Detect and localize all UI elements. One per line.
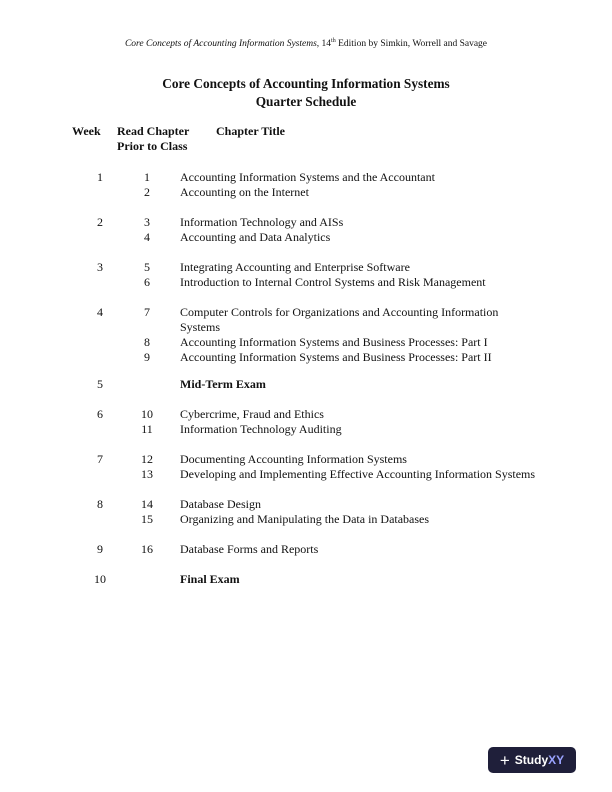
header-edition-sup: th bbox=[331, 38, 336, 44]
week-block bbox=[0, 542, 612, 557]
week-number: 10 bbox=[94, 572, 106, 586]
table-row bbox=[0, 230, 612, 245]
chapter-title: Introduction to Internal Control Systems and Risk Management bbox=[180, 275, 486, 289]
chapter-number: 7 bbox=[144, 305, 150, 319]
chapter-number: 8 bbox=[144, 335, 150, 349]
chapter-title: Accounting Information Systems and Business Processes: Part I bbox=[180, 335, 488, 349]
table-row bbox=[0, 185, 612, 200]
week-block bbox=[0, 215, 612, 245]
chapter-title: Information Technology and AISs bbox=[180, 215, 344, 229]
table-row bbox=[0, 170, 612, 185]
table-row bbox=[0, 407, 612, 422]
exam-title: Final Exam bbox=[180, 572, 240, 586]
week-block bbox=[0, 452, 612, 482]
table-row bbox=[0, 335, 612, 350]
column-header-read-chapter-line2: Prior to Class bbox=[117, 139, 188, 153]
table-row bbox=[0, 260, 612, 275]
chapter-title: Documenting Accounting Information Systems bbox=[180, 452, 407, 466]
chapter-number: 4 bbox=[144, 230, 150, 244]
chapter-title: Accounting Information Systems and Business Processes: Part II bbox=[180, 350, 492, 364]
week-block bbox=[0, 170, 612, 200]
week-block bbox=[0, 377, 612, 392]
page-title bbox=[0, 75, 612, 111]
chapter-title: Developing and Implementing Effective Accounting Information Systems bbox=[180, 467, 536, 481]
week-number: 1 bbox=[97, 170, 103, 184]
chapter-number: 13 bbox=[141, 467, 153, 481]
table-row bbox=[0, 305, 612, 335]
week-number: 6 bbox=[97, 407, 103, 421]
table-row bbox=[0, 467, 612, 482]
table-row bbox=[0, 512, 612, 527]
week-number: 7 bbox=[97, 452, 103, 466]
header-book-title: Core Concepts of Accounting Information Systems bbox=[124, 39, 317, 50]
chapter-title: Cybercrime, Fraud and Ethics bbox=[180, 407, 324, 421]
week-number: 3 bbox=[97, 260, 103, 274]
chapter-number: 1 bbox=[144, 170, 150, 184]
week-block bbox=[0, 572, 612, 587]
plus-icon: + bbox=[499, 750, 510, 770]
table-row bbox=[0, 572, 612, 587]
chapter-number: 5 bbox=[144, 260, 150, 274]
badge-brand-accent: XY bbox=[548, 753, 565, 767]
chapter-number: 12 bbox=[141, 452, 153, 466]
chapter-number: 10 bbox=[141, 407, 153, 421]
header-edition-suffix: Edition by Simkin, Worrell and Savage bbox=[335, 39, 488, 50]
week-block bbox=[0, 305, 612, 365]
running-header bbox=[0, 38, 612, 49]
week-number: 4 bbox=[97, 305, 103, 319]
chapter-number: 16 bbox=[141, 542, 153, 556]
week-block bbox=[0, 260, 612, 290]
chapter-title: Database Forms and Reports bbox=[180, 542, 319, 556]
table-row bbox=[0, 215, 612, 230]
table-row bbox=[0, 377, 612, 392]
week-block bbox=[0, 407, 612, 437]
week-number: 8 bbox=[97, 497, 103, 511]
chapter-title: Integrating Accounting and Enterprise Software bbox=[180, 260, 410, 274]
table-row bbox=[0, 350, 612, 365]
week-number: 5 bbox=[97, 377, 103, 391]
week-block bbox=[0, 497, 612, 527]
chapter-number: 9 bbox=[144, 350, 150, 364]
chapter-number: 15 bbox=[141, 512, 153, 526]
chapter-title: Information Technology Auditing bbox=[180, 422, 342, 436]
table-row bbox=[0, 497, 612, 512]
table-row bbox=[0, 542, 612, 557]
chapter-title: Database Design bbox=[180, 497, 261, 511]
chapter-number: 6 bbox=[144, 275, 150, 289]
chapter-title: Computer Controls for Organizations and Accounting Information Systems bbox=[180, 305, 499, 334]
week-number: 2 bbox=[97, 215, 103, 229]
column-header-read-chapter-line1: Read Chapter bbox=[117, 124, 190, 138]
title-line-1: Core Concepts of Accounting Information Systems bbox=[162, 76, 450, 91]
column-header-week: Week bbox=[72, 124, 101, 138]
chapter-title: Organizing and Manipulating the Data in Databases bbox=[180, 512, 430, 526]
chapter-number: 3 bbox=[144, 215, 150, 229]
chapter-title: Accounting Information Systems and the Accountant bbox=[180, 170, 435, 184]
table-row bbox=[0, 275, 612, 290]
chapter-number: 2 bbox=[144, 185, 150, 199]
table-row bbox=[0, 422, 612, 437]
column-header-read-chapter bbox=[117, 124, 189, 154]
header-edition-prefix: , 14 bbox=[316, 39, 332, 50]
exam-title: Mid-Term Exam bbox=[180, 377, 266, 391]
week-number: 9 bbox=[97, 542, 103, 556]
badge-brand: Study bbox=[514, 753, 549, 767]
chapter-number: 14 bbox=[141, 497, 153, 511]
table-row bbox=[0, 452, 612, 467]
studyxy-badge[interactable] bbox=[488, 747, 576, 773]
chapter-title: Accounting on the Internet bbox=[180, 185, 309, 199]
chapter-number: 11 bbox=[141, 422, 153, 436]
column-header-chapter-title: Chapter Title bbox=[216, 124, 286, 138]
title-line-2: Quarter Schedule bbox=[255, 94, 357, 109]
chapter-title: Accounting and Data Analytics bbox=[180, 230, 331, 244]
